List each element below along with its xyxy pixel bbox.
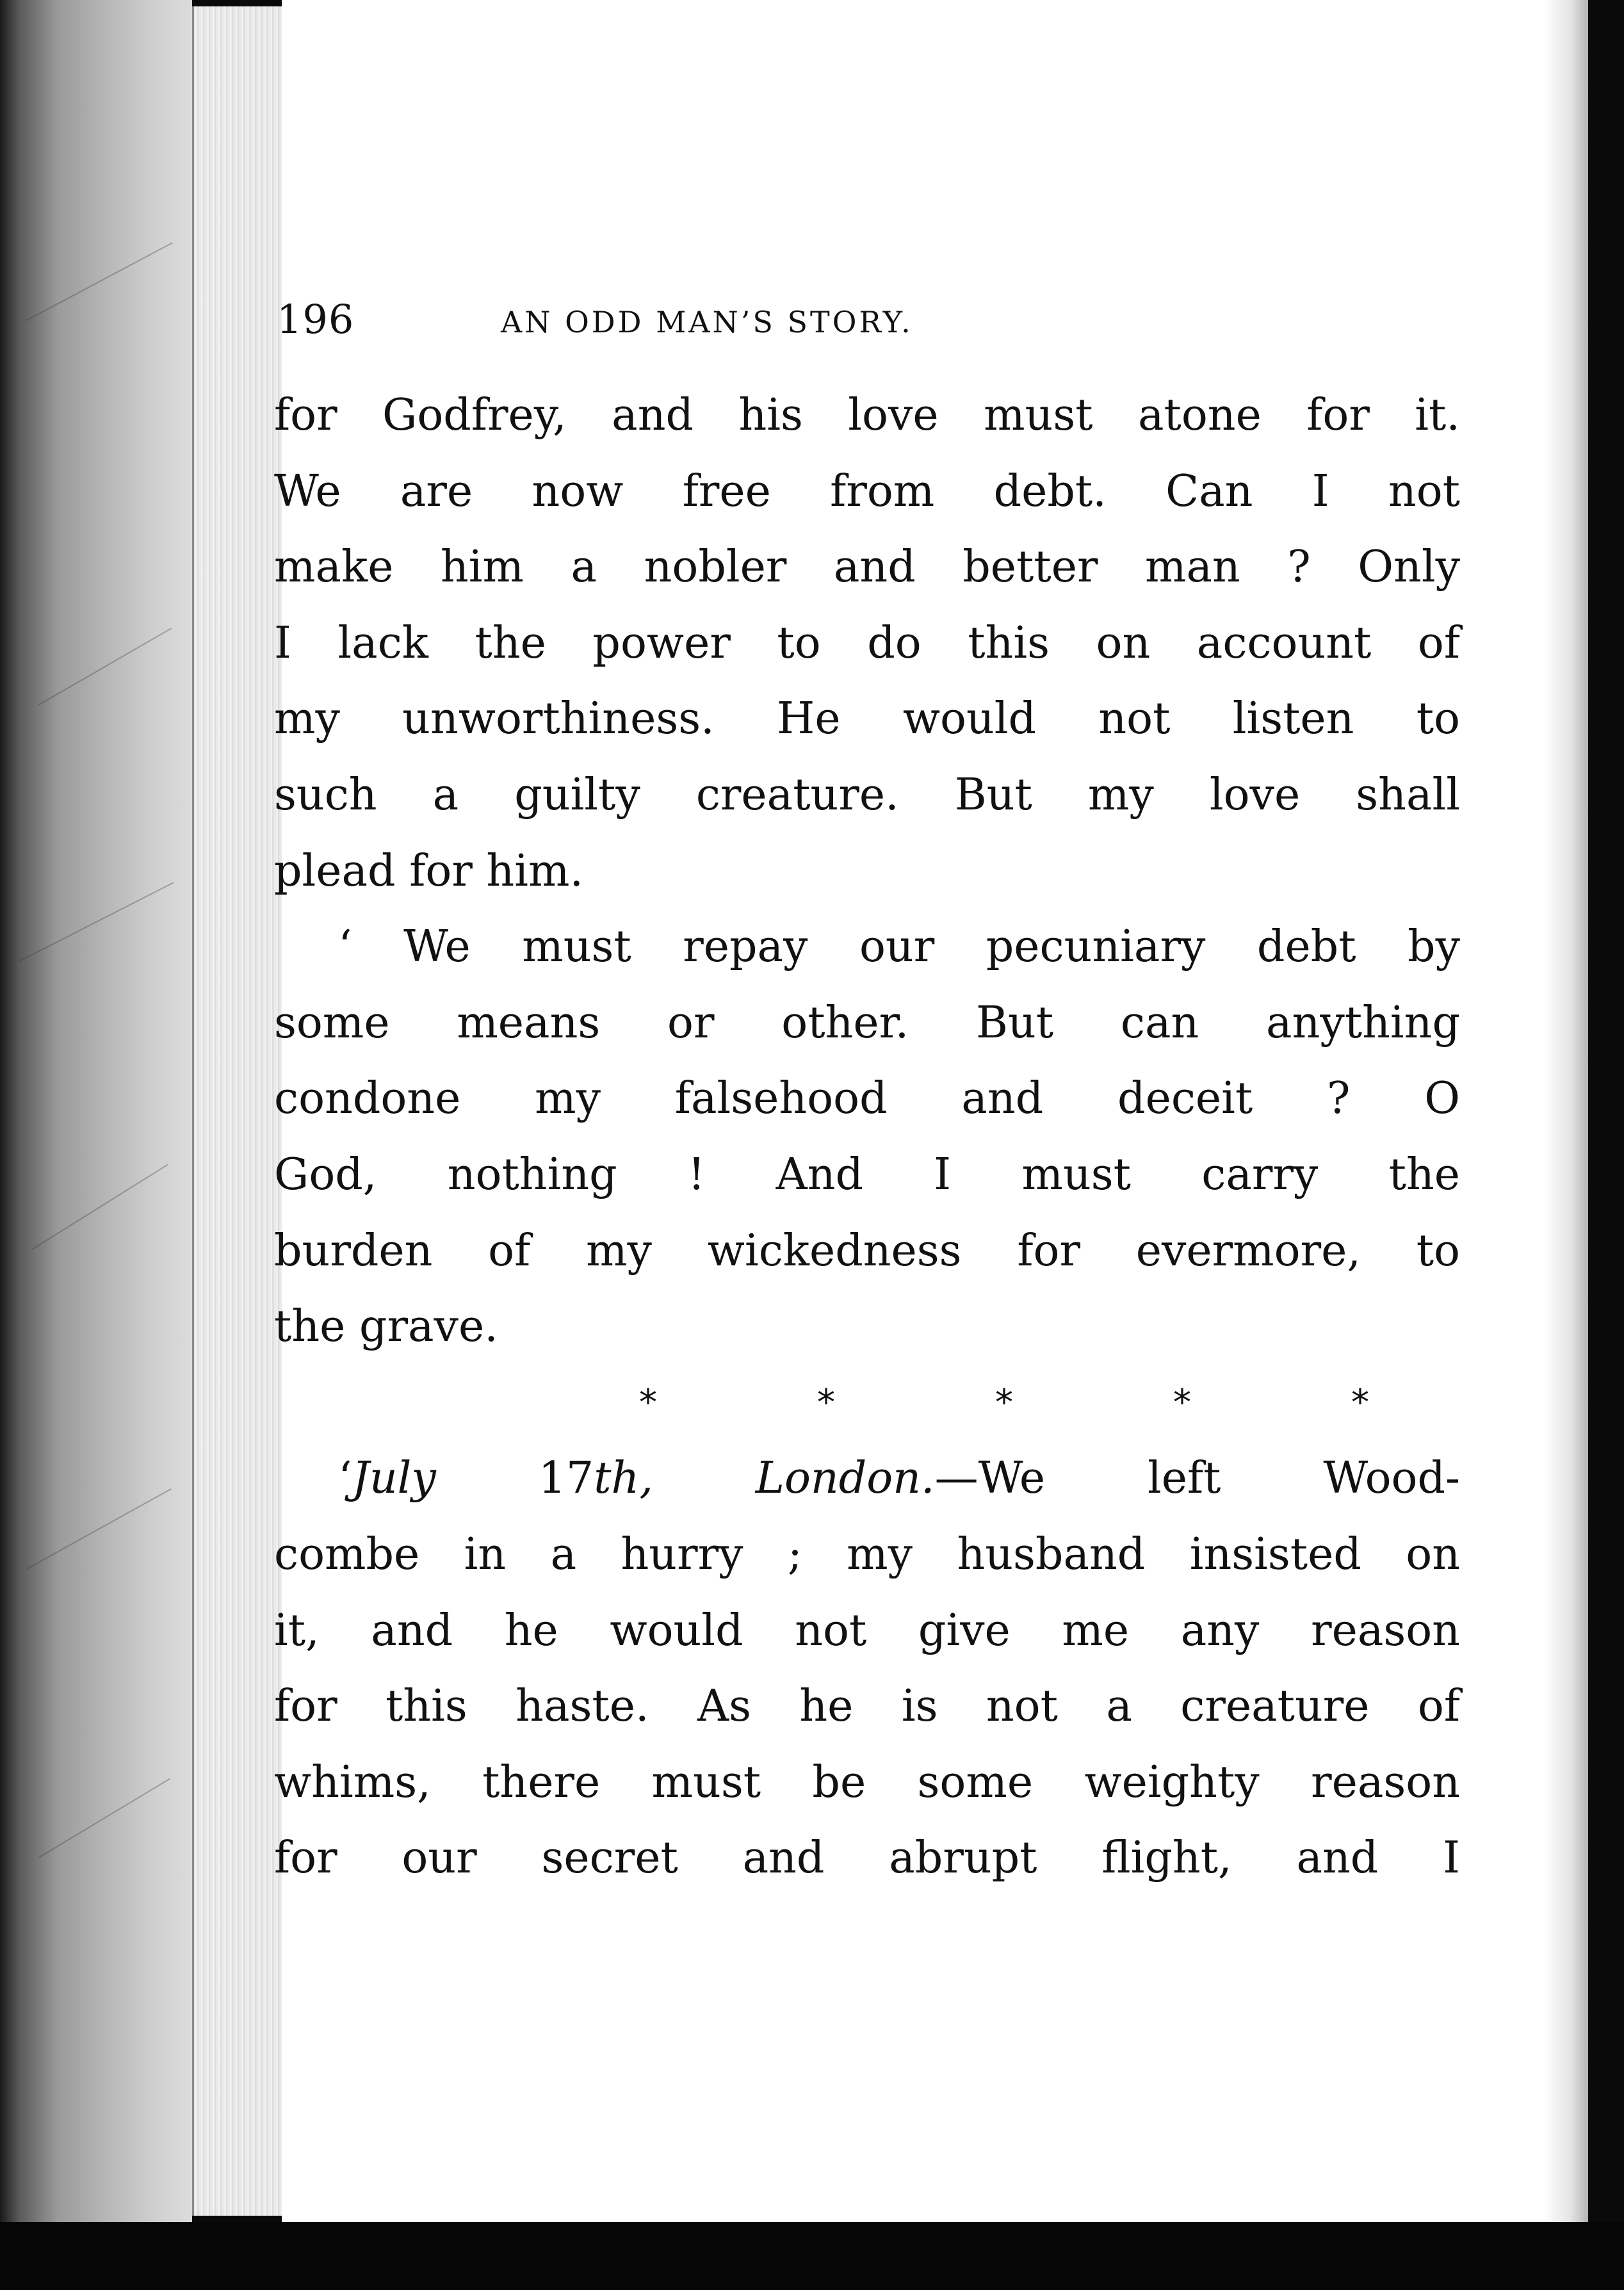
text-line: it, and he would not give me any reason — [274, 1605, 1460, 1656]
text-line: God, nothing ! And I must carry the — [274, 1149, 1460, 1200]
book-cover-board — [0, 0, 192, 2222]
page-number: 196 — [277, 296, 355, 343]
cover-streak — [26, 1488, 172, 1570]
text-line: for Godfrey, and his love must atone for it. — [274, 390, 1460, 441]
separator-asterisk: * — [1173, 1381, 1191, 1424]
text-line: burden of my wickedness for evermore, to — [274, 1225, 1460, 1276]
cover-streak — [26, 242, 174, 321]
entry-day: 17 — [435, 1453, 594, 1504]
text-line: condone my falsehood and deceit ? O — [274, 1073, 1460, 1125]
entry-text: —We left Wood- — [934, 1453, 1460, 1504]
opening-quote: ‘ — [338, 1453, 352, 1504]
scan-bottom-border — [0, 2222, 1624, 2290]
text-line: combe in a hurry ; my husband insisted on — [274, 1529, 1460, 1580]
separator-asterisk: * — [639, 1381, 657, 1424]
entry-place: th, London. — [594, 1453, 935, 1504]
running-head — [277, 296, 1461, 373]
running-title: AN ODD MAN’S STORY. — [501, 305, 913, 339]
cover-streak — [38, 628, 172, 706]
text-line: some means or other. But can anything — [274, 997, 1460, 1048]
cover-streak — [38, 1778, 170, 1858]
section-separator — [639, 1365, 1369, 1441]
cover-streak — [19, 882, 174, 962]
body-text — [274, 378, 1460, 1897]
separator-asterisk: * — [1351, 1381, 1369, 1424]
dated-entry-line — [274, 1441, 1460, 1517]
text-line: make him a nobler and better man ? Only — [274, 542, 1460, 593]
text-line: for our secret and abrupt flight, and I — [274, 1833, 1460, 1884]
text-line: We are now free from debt. Can I not — [274, 466, 1460, 517]
text-line: whims, there must be some weighty reason — [274, 1757, 1460, 1808]
separator-asterisk: * — [817, 1381, 835, 1424]
text-line: my unworthiness. He would not listen to — [274, 694, 1460, 745]
text-line: plead for him. — [274, 845, 584, 897]
text-line: for this haste. As he is not a creature of — [274, 1681, 1460, 1732]
page-gutter-shadow — [1543, 0, 1588, 2248]
text-line: the grave. — [274, 1301, 498, 1352]
text-line: ‘ We must repay our pecuniary debt by — [338, 922, 1460, 973]
cover-streak — [31, 1164, 168, 1250]
entry-month: July — [352, 1453, 436, 1504]
separator-asterisk: * — [995, 1381, 1013, 1424]
text-line: such a guilty creature. But my love shall — [274, 769, 1460, 820]
text-line: I lack the power to do this on account of — [274, 617, 1460, 669]
